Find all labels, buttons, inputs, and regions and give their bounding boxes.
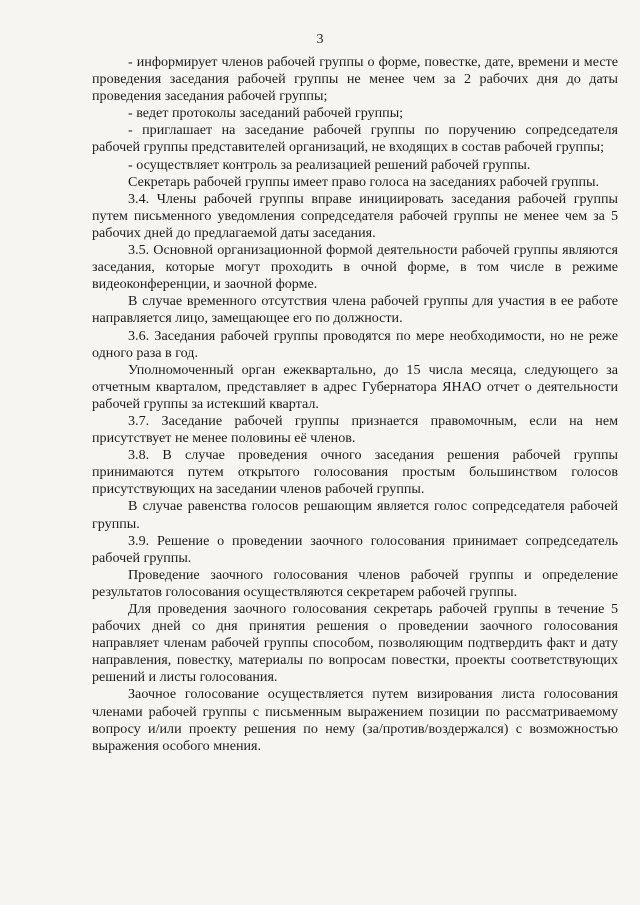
paragraph: - осуществляет контроль за реализацией решений рабочей группы.	[128, 156, 531, 173]
paragraph: Уполномоченный орган ежеквартально, до 15 числа месяца, следующего за отчетным кварталом, представляет в адрес Губернатора ЯНАО отчет о деятельности рабочей группы за истекший квартал.	[92, 361, 618, 412]
paragraph: Секретарь рабочей группы имеет право голоса на заседаниях рабочей группы.	[128, 173, 599, 190]
paragraph: Проведение заочного голосования членов рабочей группы и определение результатов голосования осуществляются секретарем рабочей группы.	[92, 566, 618, 600]
paragraph: 3.4. Члены рабочей группы вправе инициировать заседания рабочей группы путем письменного уведомления сопредседателя рабочей группы не менее чем за 5 рабочих дней до предлагаемой даты заседания.	[92, 190, 618, 241]
paragraph: - приглашает на заседание рабочей группы по поручению сопредседателя рабочей группы представителей организаций, не входящих в состав рабочей группы;	[92, 122, 618, 156]
paragraph: 3.9. Решение о проведении заочного голосования принимает сопредседатель рабочей группы.	[92, 532, 618, 566]
paragraph: - ведет протоколы заседаний рабочей группы;	[128, 105, 404, 122]
paragraph: Заочное голосование осуществляется путем визирования листа голосования членами рабочей группы с письменным выражением позиции по рассматриваемому вопросу и/или проекту решения по нему (за/против/воздержался) с возможностью выражения особого мнения.	[92, 686, 618, 754]
paragraph: 3.5. Основной организационной формой деятельности рабочей группы являются заседания, которые могут проходить в очной форме, в том числе в режиме видеоконференции, и заочной форме.	[92, 242, 618, 293]
paragraph: В случае равенства голосов решающим является голос сопредседателя рабочей группы.	[92, 498, 618, 532]
paragraph: - информирует членов рабочей группы о форме, повестке, дате, времени и месте проведения заседания рабочей группы не менее чем за 2 рабочих дня до даты проведения заседания рабочей группы;	[92, 54, 618, 105]
document-body	[92, 54, 618, 755]
paragraph: 3.8. В случае проведения очного заседания решения рабочей группы принимаются путем открытого голосования простым большинством голосов присутствующих на заседании членов рабочей группы.	[92, 447, 618, 498]
page-number: 3	[316, 32, 324, 47]
paragraph: Для проведения заочного голосования секретарь рабочей группы в течение 5 рабочих дней со дня принятия решения о проведении заочного голосования направляет членам рабочей группы способом, позволяющим подтвердить факт и дату направления, повестку, материалы по вопросам повестки, проекты соответствующих решений и листы голосования.	[92, 601, 618, 686]
paragraph: 3.6. Заседания рабочей группы проводятся по мере необходимости, но не реже одного раза в год.	[92, 327, 618, 361]
paragraph: В случае временного отсутствия члена рабочей группы для участия в ее работе направляется лицо, замещающее его по должности.	[92, 293, 618, 327]
paragraph: 3.7. Заседание рабочей группы признается правомочным, если на нем присутствует не менее половины её членов.	[92, 412, 618, 447]
